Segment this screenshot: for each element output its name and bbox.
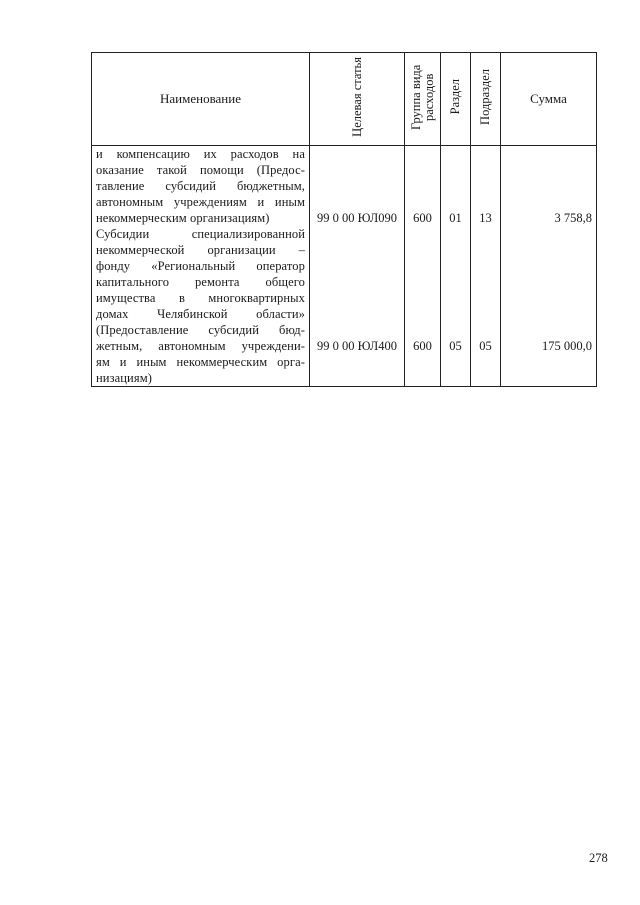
name-line: некоммерческой организации –: [96, 243, 305, 257]
header-group-cell: [405, 53, 441, 146]
row-group-value: 600: [413, 211, 432, 225]
name-line: капитального ремонта общего: [96, 275, 305, 289]
row-sum-cell: [501, 146, 597, 387]
name-line: автономным учреждениям и иным: [96, 195, 305, 209]
row-subsection-value: 13: [479, 211, 492, 225]
page-number: 278: [589, 851, 608, 865]
budget-table: [91, 52, 597, 387]
row-group-cell: [405, 146, 441, 387]
name-line: домах Челябинской области»: [96, 307, 305, 321]
name-line: (Предоставление субсидий бюд-: [96, 323, 305, 337]
name-line: тавление субсидий бюджетным,: [96, 179, 305, 193]
name-line: и компенсацию их расходов на: [96, 147, 305, 161]
row-section-value: 05: [449, 339, 462, 353]
row-section-cell: [441, 146, 471, 387]
row-section-value: 01: [449, 211, 462, 225]
row-group-value: 600: [413, 339, 432, 353]
header-section: Раздел: [448, 79, 462, 115]
row-subsection-cell: [471, 146, 501, 387]
name-line: ям и иным некоммерческим орга-: [96, 355, 305, 369]
row-subsection-value: 05: [479, 339, 492, 353]
header-target-cell: [310, 53, 405, 146]
header-subsection: Подраздел: [478, 69, 492, 125]
header-subsection-cell: [471, 53, 501, 146]
row-name-cell: [92, 146, 310, 387]
table-row: [92, 146, 597, 387]
header-target: Целевая статья: [349, 57, 364, 137]
row-code-value: 99 0 00 ЮЛ090: [316, 211, 398, 225]
row-sum-value: 3 758,8: [554, 211, 592, 225]
header-group: Группа вида расходов: [408, 64, 436, 130]
name-line: жетным, автономным учреждени-: [96, 339, 305, 353]
header-sum: Сумма: [501, 53, 597, 146]
header-name: Наименование: [92, 53, 310, 146]
name-line: некоммерческим организациям): [96, 211, 270, 225]
name-line: низациям): [96, 371, 152, 385]
row-sum-value: 175 000,0: [542, 339, 592, 353]
name-line: Субсидии специализированной: [96, 227, 305, 241]
name-line: фонду «Региональный оператор: [96, 259, 305, 273]
row-code-value: 99 0 00 ЮЛ400: [316, 339, 398, 353]
row-code-cell: [310, 146, 405, 387]
name-line: оказание такой помощи (Предос-: [96, 163, 305, 177]
header-section-cell: [441, 53, 471, 146]
name-line: имущества в многоквартирных: [96, 291, 305, 305]
table-header-row: [92, 53, 597, 146]
